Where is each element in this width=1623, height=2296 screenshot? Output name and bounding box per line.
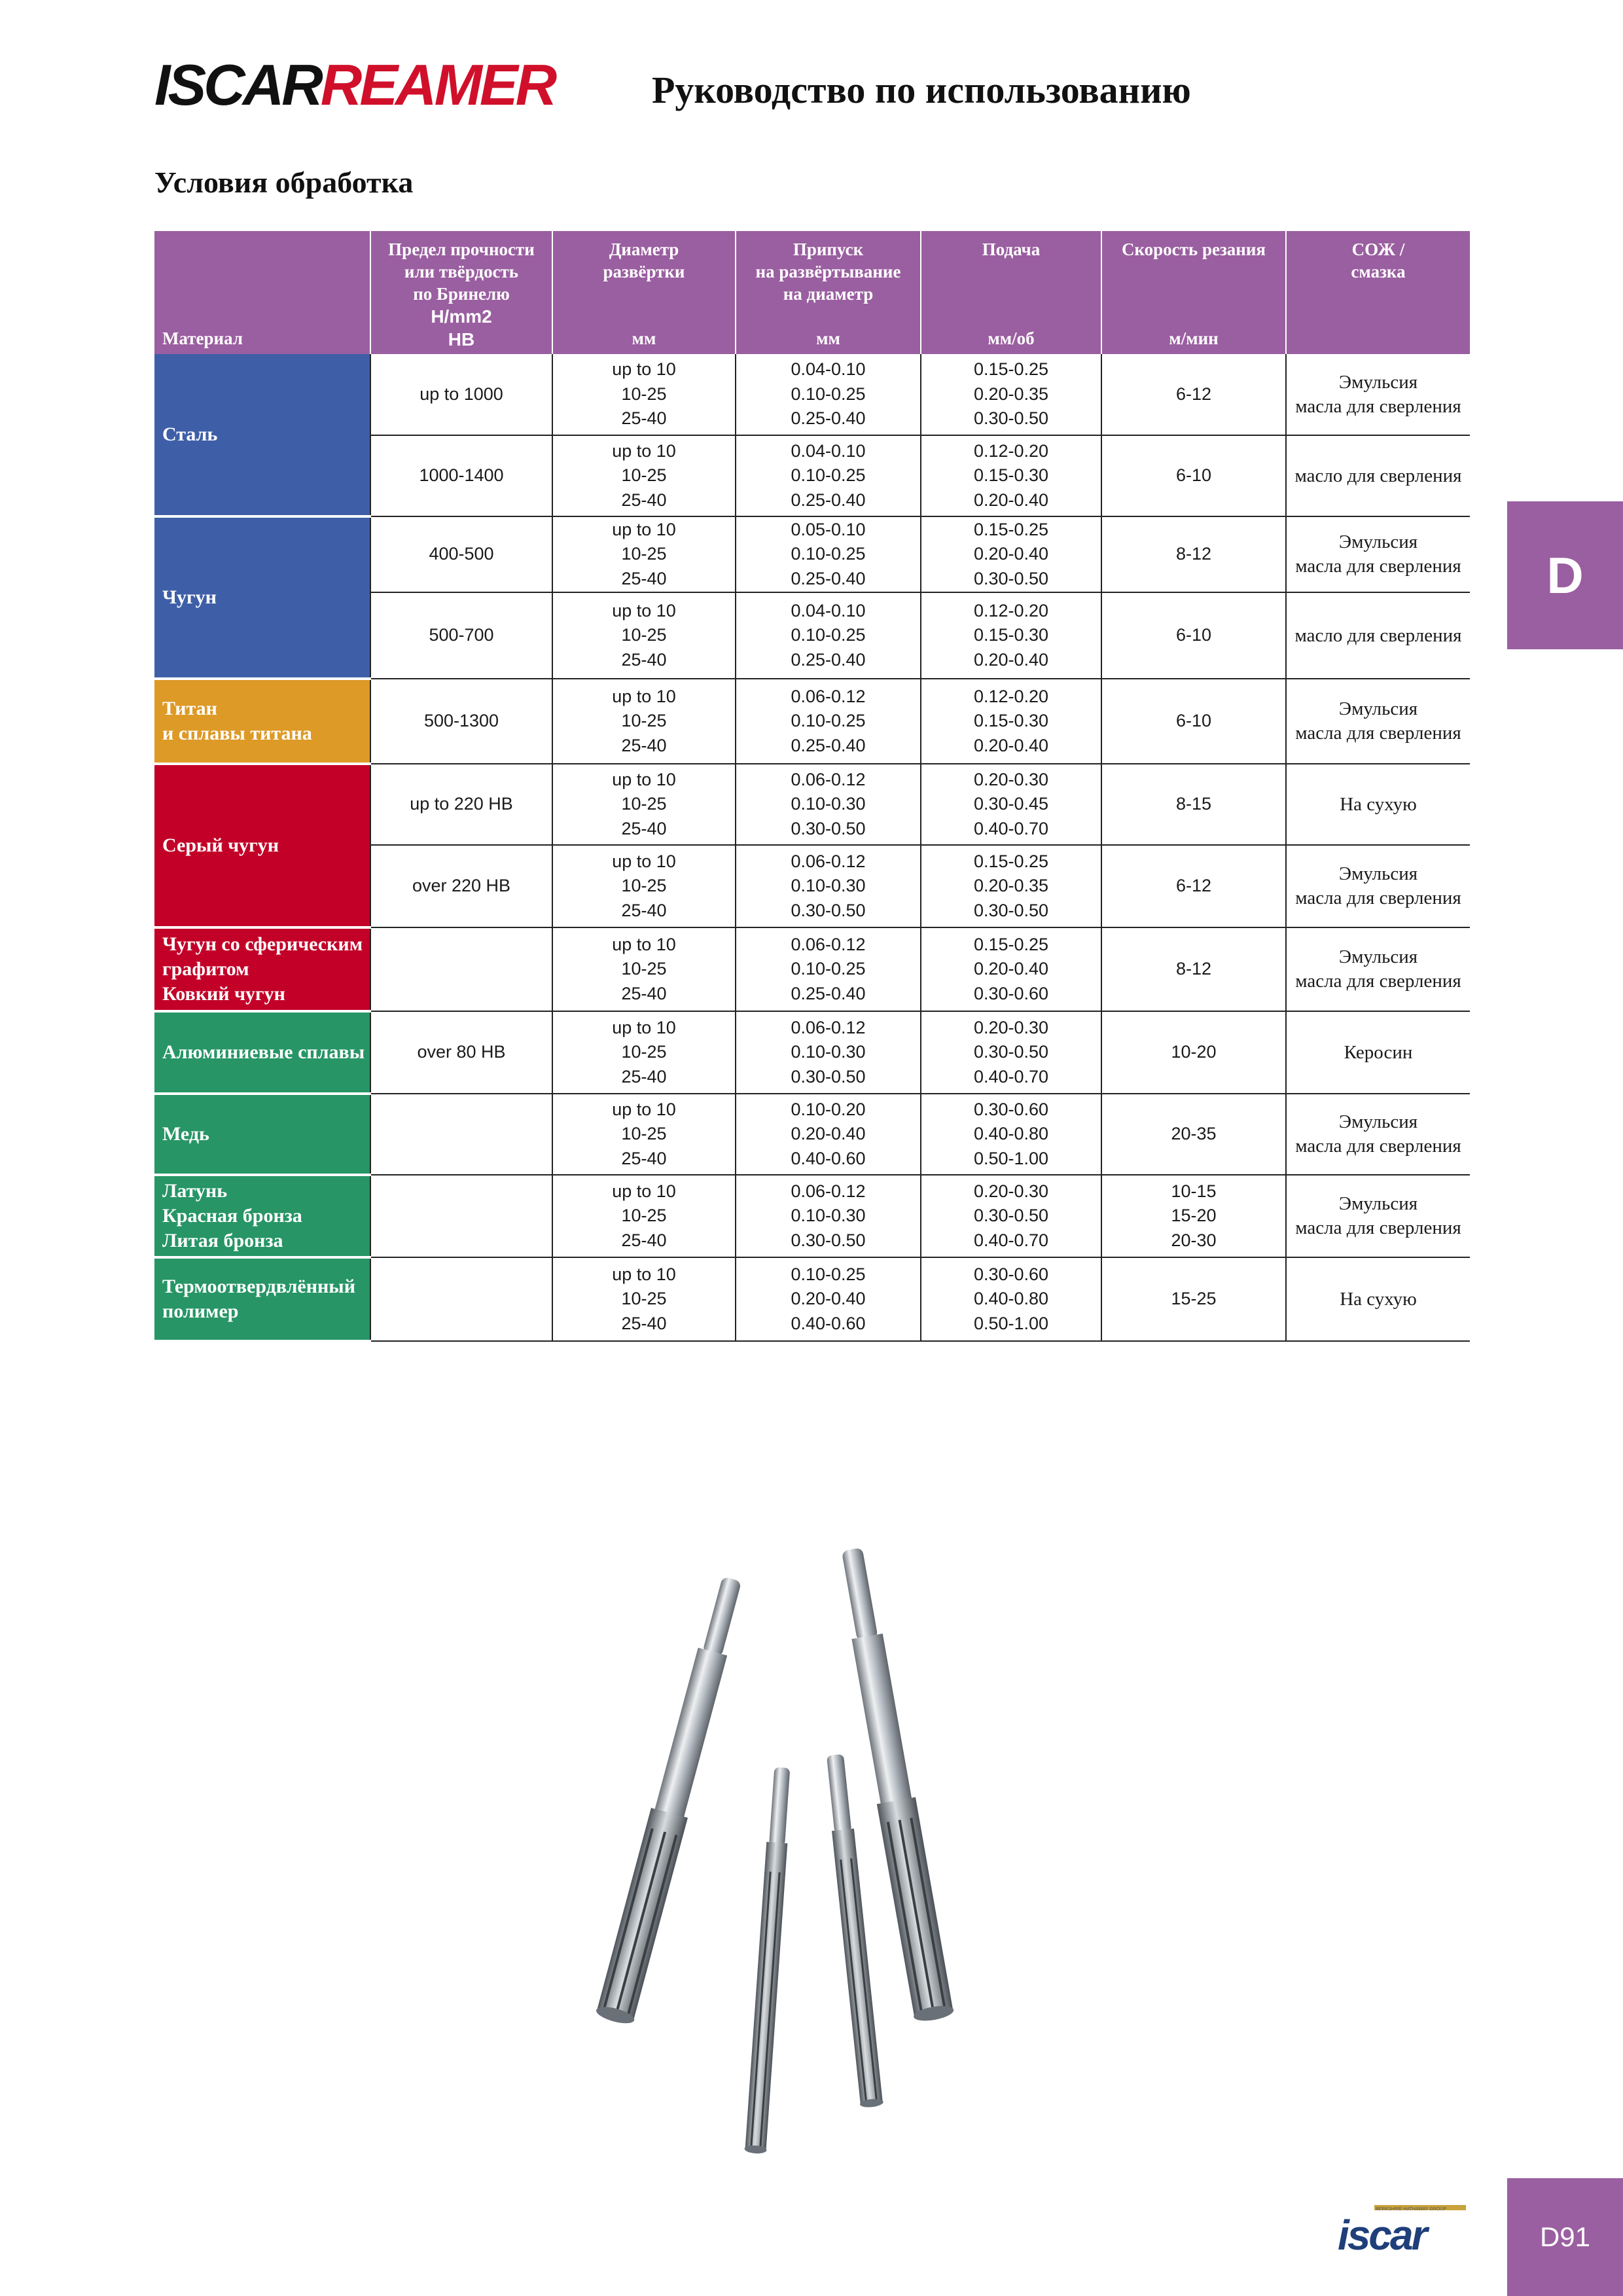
table-row xyxy=(154,1175,1470,1257)
strength-cell: 500-1300 xyxy=(370,679,552,764)
material-label: Титан xyxy=(162,698,217,719)
diameter-value: 25-40 xyxy=(621,490,667,510)
material-label: графитом xyxy=(162,958,249,980)
speed-value: 6-12 xyxy=(1175,384,1212,404)
diameter-value: 25-40 xyxy=(621,649,667,670)
speed-cell xyxy=(1101,679,1286,764)
material-label: и сплавы титана xyxy=(162,723,312,744)
allowance-value: 0.10-0.25 xyxy=(791,384,866,404)
diameter-value: up to 10 xyxy=(612,686,676,706)
diameter-cell xyxy=(552,354,736,435)
diameter-value: 10-25 xyxy=(621,384,667,404)
speed-cell xyxy=(1101,354,1286,435)
diameter-value: up to 10 xyxy=(612,1264,676,1284)
speed-value: 6-10 xyxy=(1175,465,1212,486)
speed-cell xyxy=(1101,516,1286,592)
speed-value: 20-35 xyxy=(1171,1124,1217,1144)
page-number: D91 xyxy=(1507,2178,1623,2296)
feed-cell xyxy=(921,1094,1101,1175)
diameter-value: 25-40 xyxy=(621,1313,667,1333)
speed-value: 8-12 xyxy=(1175,959,1212,979)
coolant-value: Эмульсия xyxy=(1338,371,1418,393)
diameter-cell xyxy=(552,679,736,764)
material-label: Литая бронза xyxy=(162,1230,283,1251)
allowance-value: 0.04-0.10 xyxy=(791,440,866,461)
speed-cell xyxy=(1101,845,1286,927)
coolant-value: Эмульсия xyxy=(1338,531,1418,552)
coolant-value: масла для сверления xyxy=(1295,1217,1461,1238)
feed-cell xyxy=(921,764,1101,845)
diameter-value: up to 10 xyxy=(612,1099,676,1119)
feed-value: 0.15-0.25 xyxy=(973,519,1049,539)
feed-value: 0.30-0.50 xyxy=(973,1206,1049,1226)
feed-value: 0.30-0.60 xyxy=(973,1099,1049,1119)
material-cell xyxy=(154,679,370,764)
speed-value: 10-15 xyxy=(1171,1181,1217,1201)
section-tab: D xyxy=(1507,501,1623,649)
material-cell xyxy=(154,1257,370,1341)
feed-value: 0.15-0.30 xyxy=(973,711,1049,731)
iscar-brand-logo xyxy=(1335,2202,1472,2261)
feed-value: 0.12-0.20 xyxy=(973,440,1049,461)
diameter-value: 10-25 xyxy=(621,1206,667,1226)
allowance-value: 0.10-0.25 xyxy=(791,465,866,486)
coolant-cell xyxy=(1286,1011,1470,1094)
feed-value: 0.30-0.60 xyxy=(973,983,1049,1003)
material-label: Алюминиевые сплавы xyxy=(162,1041,365,1063)
strength-cell xyxy=(370,1175,552,1257)
strength-cell xyxy=(370,1257,552,1341)
allowance-value: 0.10-0.25 xyxy=(791,1264,866,1284)
header-coolant: СОЖ / смазка xyxy=(1286,231,1470,354)
diameter-value: up to 10 xyxy=(612,440,676,461)
feed-cell xyxy=(921,354,1101,435)
coolant-value: На сухую xyxy=(1340,1288,1417,1310)
coolant-value: Керосин xyxy=(1344,1041,1413,1063)
strength-cell: over 80 HB xyxy=(370,1011,552,1094)
feed-cell xyxy=(921,1257,1101,1341)
diameter-cell xyxy=(552,435,736,516)
allowance-value: 0.30-0.50 xyxy=(791,1066,866,1086)
coolant-cell xyxy=(1286,679,1470,764)
coolant-value: масла для сверления xyxy=(1295,556,1461,577)
feed-value: 0.15-0.25 xyxy=(973,851,1049,871)
speed-value: 20-30 xyxy=(1171,1230,1217,1250)
feed-cell xyxy=(921,927,1101,1011)
feed-cell xyxy=(921,845,1101,927)
section-title: Условия обработка xyxy=(154,166,414,199)
coolant-value: масла для сверления xyxy=(1295,1136,1461,1157)
diameter-value: 10-25 xyxy=(621,876,667,896)
table-row xyxy=(154,1011,1470,1094)
feed-cell xyxy=(921,1011,1101,1094)
allowance-cell xyxy=(736,927,921,1011)
feed-value: 0.20-0.40 xyxy=(973,544,1049,564)
allowance-value: 0.10-0.30 xyxy=(791,1042,866,1062)
allowance-value: 0.25-0.40 xyxy=(791,735,866,755)
header-diameter: Диаметр развёртки мм xyxy=(552,231,736,354)
coolant-value: Эмульсия xyxy=(1338,1111,1418,1132)
coolant-cell xyxy=(1286,1257,1470,1341)
feed-value: 0.20-0.40 xyxy=(973,735,1049,755)
svg-text:BERKSHIRE HATHAWAY GROUP: BERKSHIRE HATHAWAY GROUP xyxy=(1376,2207,1446,2212)
speed-cell xyxy=(1101,592,1286,679)
feed-value: 0.30-0.50 xyxy=(973,900,1049,920)
coolant-cell xyxy=(1286,1175,1470,1257)
coolant-value: Эмульсия xyxy=(1338,698,1418,719)
speed-value: 15-20 xyxy=(1171,1206,1217,1226)
feed-value: 0.40-0.70 xyxy=(973,818,1049,838)
allowance-cell xyxy=(736,592,921,679)
speed-value: 6-10 xyxy=(1175,711,1212,731)
allowance-value: 0.10-0.25 xyxy=(791,625,866,645)
coolant-cell xyxy=(1286,764,1470,845)
table-row xyxy=(154,679,1470,764)
feed-value: 0.20-0.35 xyxy=(973,876,1049,896)
diameter-value: up to 10 xyxy=(612,600,676,620)
feed-value: 0.12-0.20 xyxy=(973,600,1049,620)
allowance-cell xyxy=(736,1175,921,1257)
speed-value: 10-20 xyxy=(1171,1042,1217,1062)
feed-value: 0.30-0.50 xyxy=(973,408,1049,429)
material-label: Чугун со сферическим xyxy=(162,933,363,955)
table-row xyxy=(154,354,1470,435)
table-header-row xyxy=(154,231,1470,354)
diameter-value: 25-40 xyxy=(621,900,667,920)
feed-value: 0.15-0.30 xyxy=(973,625,1049,645)
diameter-cell xyxy=(552,592,736,679)
allowance-cell xyxy=(736,679,921,764)
coolant-value: масло для сверления xyxy=(1294,465,1462,486)
speed-cell xyxy=(1101,1257,1286,1341)
allowance-value: 0.06-0.12 xyxy=(791,934,866,954)
material-label: Медь xyxy=(162,1123,209,1145)
diameter-cell xyxy=(552,927,736,1011)
diameter-cell xyxy=(552,516,736,592)
allowance-cell xyxy=(736,354,921,435)
allowance-value: 0.06-0.12 xyxy=(791,1181,866,1201)
feed-cell xyxy=(921,516,1101,592)
allowance-value: 0.04-0.10 xyxy=(791,600,866,620)
material-label: полимер xyxy=(162,1300,239,1322)
strength-cell: up to 1000 xyxy=(370,354,552,435)
iscar-reamer-logo: ISCARREAMER xyxy=(154,52,555,117)
diameter-value: 10-25 xyxy=(621,544,667,564)
material-label: Сталь xyxy=(162,423,218,445)
diameter-value: up to 10 xyxy=(612,519,676,539)
allowance-value: 0.06-0.12 xyxy=(791,1017,866,1037)
diameter-value: up to 10 xyxy=(612,1017,676,1037)
table-row xyxy=(154,927,1470,1011)
feed-value: 0.20-0.40 xyxy=(973,649,1049,670)
speed-value: 6-12 xyxy=(1175,876,1212,896)
material-label: Латунь xyxy=(162,1180,228,1202)
allowance-value: 0.25-0.40 xyxy=(791,649,866,670)
coolant-cell xyxy=(1286,592,1470,679)
diameter-cell xyxy=(552,1094,736,1175)
coolant-value: Эмульсия xyxy=(1338,863,1418,884)
header-allowance: Припуск на развёртывание на диаметр мм xyxy=(736,231,921,354)
diameter-value: 25-40 xyxy=(621,735,667,755)
strength-cell xyxy=(370,927,552,1011)
page-title: Руководство по использованию xyxy=(652,69,1191,111)
coolant-value: Эмульсия xyxy=(1338,1193,1418,1214)
material-label: Красная бронза xyxy=(162,1205,302,1227)
allowance-cell xyxy=(736,1257,921,1341)
header-feed: Подача мм/об xyxy=(921,231,1101,354)
allowance-value: 0.30-0.50 xyxy=(791,1230,866,1250)
feed-value: 0.20-0.35 xyxy=(973,384,1049,404)
allowance-value: 0.10-0.25 xyxy=(791,959,866,979)
feed-value: 0.15-0.30 xyxy=(973,465,1049,486)
speed-value: 8-15 xyxy=(1175,794,1212,814)
feed-value: 0.20-0.30 xyxy=(973,769,1049,789)
speed-cell xyxy=(1101,1094,1286,1175)
table-row xyxy=(154,1094,1470,1175)
diameter-cell xyxy=(552,1257,736,1341)
feed-cell xyxy=(921,679,1101,764)
diameter-value: up to 10 xyxy=(612,359,676,380)
feed-value: 0.20-0.30 xyxy=(973,1017,1049,1037)
feed-value: 0.40-0.70 xyxy=(973,1066,1049,1086)
diameter-value: 25-40 xyxy=(621,983,667,1003)
coolant-cell xyxy=(1286,354,1470,435)
allowance-value: 0.05-0.10 xyxy=(791,519,866,539)
coolant-cell xyxy=(1286,1094,1470,1175)
allowance-value: 0.25-0.40 xyxy=(791,983,866,1003)
material-cell xyxy=(154,1011,370,1094)
feed-cell xyxy=(921,435,1101,516)
coolant-value: масла для сверления xyxy=(1295,888,1461,908)
coolant-value: Эмульсия xyxy=(1338,946,1418,967)
allowance-value: 0.20-0.40 xyxy=(791,1289,866,1309)
feed-value: 0.30-0.60 xyxy=(973,1264,1049,1284)
strength-cell: 1000-1400 xyxy=(370,435,552,516)
feed-value: 0.15-0.25 xyxy=(973,359,1049,380)
material-label: Чугун xyxy=(162,586,217,608)
svg-text:iscar: iscar xyxy=(1338,2212,1426,2259)
feed-value: 0.20-0.30 xyxy=(973,1181,1049,1201)
header-speed: Скорость резания м/мин xyxy=(1101,231,1286,354)
coolant-value: масла для сверления xyxy=(1295,723,1461,744)
diameter-value: 10-25 xyxy=(621,959,667,979)
allowance-value: 0.25-0.40 xyxy=(791,408,866,429)
allowance-value: 0.06-0.12 xyxy=(791,769,866,789)
diameter-value: 10-25 xyxy=(621,625,667,645)
diameter-value: up to 10 xyxy=(612,1181,676,1201)
allowance-value: 0.10-0.20 xyxy=(791,1099,866,1119)
feed-value: 0.40-0.70 xyxy=(973,1230,1049,1250)
diameter-value: 25-40 xyxy=(621,1148,667,1168)
diameter-value: 10-25 xyxy=(621,465,667,486)
diameter-value: 10-25 xyxy=(621,1042,667,1062)
feed-cell xyxy=(921,1175,1101,1257)
allowance-value: 0.30-0.50 xyxy=(791,818,866,838)
allowance-cell xyxy=(736,516,921,592)
allowance-cell xyxy=(736,1094,921,1175)
diameter-value: 10-25 xyxy=(621,1289,667,1309)
diameter-value: 25-40 xyxy=(621,818,667,838)
diameter-value: up to 10 xyxy=(612,769,676,789)
speed-cell xyxy=(1101,1175,1286,1257)
header-strength: Предел прочности или твёрдость по Бринелю H/mm2 HB xyxy=(370,231,552,354)
diameter-cell xyxy=(552,764,736,845)
allowance-value: 0.10-0.30 xyxy=(791,876,866,896)
diameter-value: 10-25 xyxy=(621,711,667,731)
material-label: Серый чугун xyxy=(162,834,279,856)
diameter-value: up to 10 xyxy=(612,851,676,871)
allowance-cell xyxy=(736,845,921,927)
strength-cell: up to 220 HB xyxy=(370,764,552,845)
allowance-value: 0.25-0.40 xyxy=(791,568,866,588)
header-material: Материал xyxy=(154,231,370,354)
strength-cell: over 220 HB xyxy=(370,845,552,927)
feed-value: 0.30-0.45 xyxy=(973,794,1049,814)
allowance-value: 0.06-0.12 xyxy=(791,851,866,871)
diameter-value: up to 10 xyxy=(612,934,676,954)
material-cell xyxy=(154,764,370,927)
speed-value: 15-25 xyxy=(1171,1289,1217,1309)
allowance-cell xyxy=(736,1011,921,1094)
feed-value: 0.15-0.25 xyxy=(973,934,1049,954)
feed-value: 0.40-0.80 xyxy=(973,1289,1049,1309)
allowance-value: 0.25-0.40 xyxy=(791,490,866,510)
allowance-value: 0.40-0.60 xyxy=(791,1148,866,1168)
diameter-value: 10-25 xyxy=(621,794,667,814)
feed-value: 0.50-1.00 xyxy=(973,1148,1049,1168)
reamers-product-photo xyxy=(497,1505,1139,2173)
allowance-value: 0.20-0.40 xyxy=(791,1124,866,1144)
coolant-cell xyxy=(1286,927,1470,1011)
diameter-cell xyxy=(552,1175,736,1257)
table-body xyxy=(154,354,1470,1341)
feed-value: 0.20-0.40 xyxy=(973,490,1049,510)
material-label: Ковкий чугун xyxy=(162,983,285,1005)
allowance-value: 0.40-0.60 xyxy=(791,1313,866,1333)
diameter-value: 25-40 xyxy=(621,408,667,429)
coolant-value: масла для сверления xyxy=(1295,971,1461,992)
table-row xyxy=(154,764,1470,845)
speed-value: 6-10 xyxy=(1175,625,1212,645)
allowance-value: 0.10-0.25 xyxy=(791,544,866,564)
diameter-value: 10-25 xyxy=(621,1124,667,1144)
feed-value: 0.30-0.50 xyxy=(973,1042,1049,1062)
feed-value: 0.20-0.40 xyxy=(973,959,1049,979)
speed-cell xyxy=(1101,927,1286,1011)
speed-cell xyxy=(1101,435,1286,516)
feed-value: 0.12-0.20 xyxy=(973,686,1049,706)
material-label: Термоотвердвлённый xyxy=(162,1276,356,1297)
coolant-value: масло для сверления xyxy=(1294,624,1462,646)
allowance-cell xyxy=(736,435,921,516)
allowance-value: 0.10-0.30 xyxy=(791,1206,866,1226)
diameter-cell xyxy=(552,845,736,927)
table-row xyxy=(154,1257,1470,1341)
material-cell xyxy=(154,1094,370,1175)
feed-value: 0.40-0.80 xyxy=(973,1124,1049,1144)
material-cell xyxy=(154,927,370,1011)
material-cell xyxy=(154,516,370,679)
material-cell xyxy=(154,354,370,516)
strength-cell: 400-500 xyxy=(370,516,552,592)
speed-cell xyxy=(1101,1011,1286,1094)
allowance-value: 0.30-0.50 xyxy=(791,900,866,920)
feed-value: 0.50-1.00 xyxy=(973,1313,1049,1333)
coolant-cell xyxy=(1286,435,1470,516)
feed-cell xyxy=(921,592,1101,679)
allowance-value: 0.04-0.10 xyxy=(791,359,866,380)
strength-cell: 500-700 xyxy=(370,592,552,679)
allowance-value: 0.06-0.12 xyxy=(791,686,866,706)
table-row xyxy=(154,516,1470,592)
speed-cell xyxy=(1101,764,1286,845)
diameter-value: 25-40 xyxy=(621,568,667,588)
allowance-value: 0.10-0.30 xyxy=(791,794,866,814)
strength-cell xyxy=(370,1094,552,1175)
feed-value: 0.30-0.50 xyxy=(973,568,1049,588)
speed-value: 8-12 xyxy=(1175,544,1212,564)
coolant-cell xyxy=(1286,845,1470,927)
coolant-cell xyxy=(1286,516,1470,592)
diameter-value: 25-40 xyxy=(621,1066,667,1086)
diameter-value: 25-40 xyxy=(621,1230,667,1250)
coolant-value: масла для сверления xyxy=(1295,395,1461,417)
allowance-value: 0.10-0.25 xyxy=(791,711,866,731)
material-cell xyxy=(154,1175,370,1257)
diameter-cell xyxy=(552,1011,736,1094)
allowance-cell xyxy=(736,764,921,845)
coolant-value: На сухую xyxy=(1340,793,1417,815)
cutting-conditions-table xyxy=(154,231,1470,1342)
